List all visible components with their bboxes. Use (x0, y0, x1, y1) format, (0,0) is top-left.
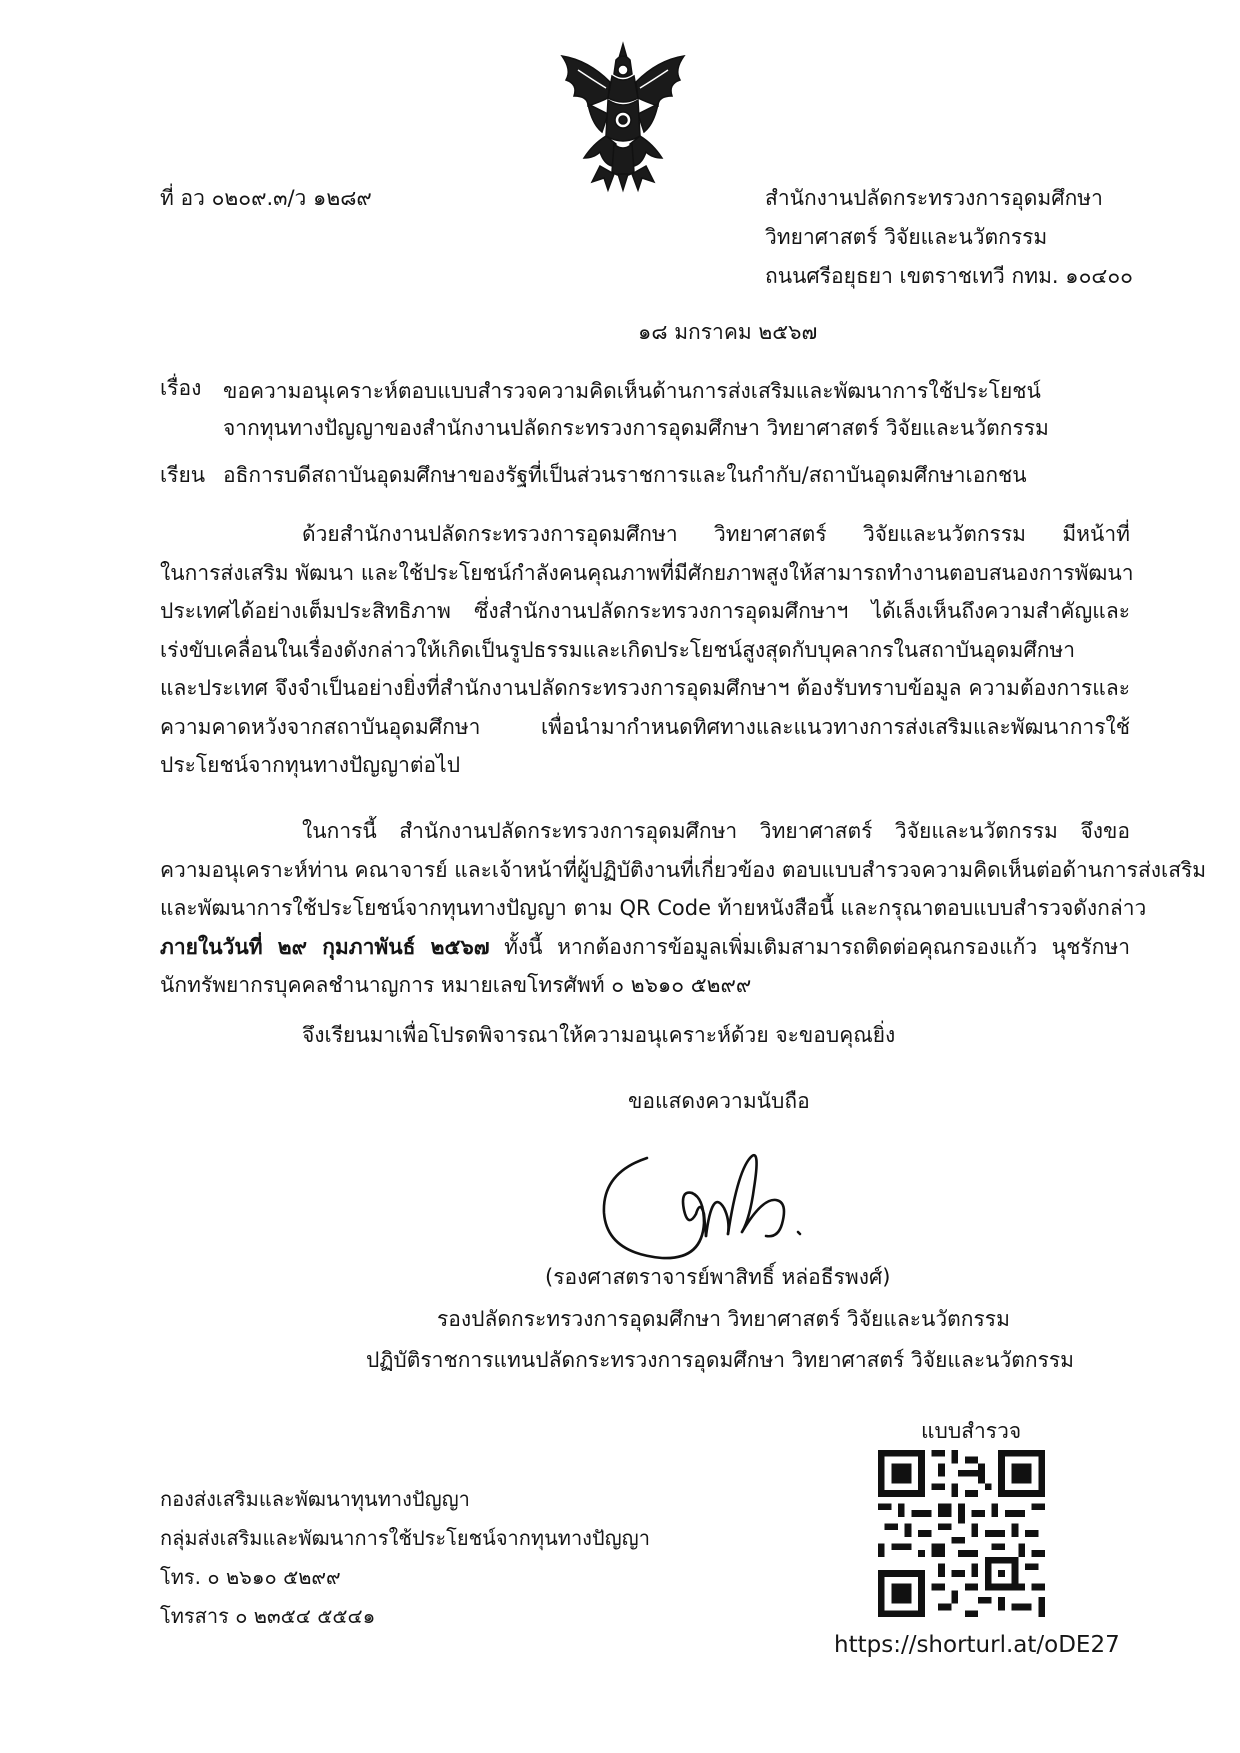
subject-line: ขอความอนุเคราะห์ตอบแบบสำรวจความคิดเห็นด้านการส่งเสริมและพัฒนาการใช้ประโยชน์ (223, 379, 1041, 403)
paragraph-line: ประเทศได้อย่างเต็มประสิทธิภาพ ซึ่งสำนักงานปลัดกระทรวงการอุดมศึกษาฯ ได้เล็งเห็นถึงความสำคัญและ (160, 599, 1130, 623)
sender-address-line: วิทยาศาสตร์ วิจัยและนวัตกรรม (765, 225, 1048, 249)
document-number: ที่ อว ๐๒๐๙.๓/ว ๑๒๘๙ (160, 186, 372, 210)
qr-title: แบบสำรวจ (921, 1419, 1022, 1443)
paragraph-line: ในการนี้ สำนักงานปลัดกระทรวงการอุดมศึกษา วิทยาศาสตร์ วิจัยและนวัตกรรม จึงขอ (302, 819, 1130, 843)
recipient-text: อธิการบดีสถาบันอุดมศึกษาของรัฐที่เป็นส่วนราชการและในกำกับ/สถาบันอุดมศึกษาเอกชน (223, 463, 1027, 487)
garuda-emblem-icon (548, 40, 698, 195)
closing-request: จึงเรียนมาเพื่อโปรดพิจารณาให้ความอนุเคราะห์ด้วย จะขอบคุณยิ่ง (302, 1023, 896, 1047)
paragraph-line: ประโยชน์จากทุนทางปัญญาต่อไป (160, 753, 461, 777)
paragraph-line: และประเทศ จึงจำเป็นอย่างยิ่งที่สำนักงานปลัดกระทรวงการอุดมศึกษาฯ ต้องรับทราบข้อมูล ความต้องการและ (160, 676, 1130, 700)
signature-icon (592, 1128, 862, 1268)
paragraph-line (160, 928, 1130, 967)
signatory-position: รองปลัดกระทรวงการอุดมศึกษา วิทยาศาสตร์ วิจัยและนวัตกรรม (437, 1307, 1010, 1331)
signatory-acting-position: ปฏิบัติราชการแทนปลัดกระทรวงการอุดมศึกษา วิทยาศาสตร์ วิจัยและนวัตกรรม (366, 1348, 1075, 1372)
footer-group: กลุ่มส่งเสริมและพัฒนาการใช้ประโยชน์จากทุนทางปัญญา (160, 1526, 650, 1550)
subject-label: เรื่อง (160, 376, 202, 400)
sender-address-line: สำนักงานปลัดกระทรวงการอุดมศึกษา (765, 186, 1103, 210)
subject-text (223, 373, 1049, 447)
salutation: ขอแสดงความนับถือ (628, 1089, 810, 1113)
body-paragraph-1 (160, 515, 1134, 785)
paragraph-line: ด้วยสำนักงานปลัดกระทรวงการอุดมศึกษา วิทยาศาสตร์ วิจัยและนวัตกรรม มีหน้าที่ (302, 522, 1130, 546)
qr-code-icon (878, 1450, 1045, 1617)
signatory-name: (รองศาสตราจารย์พาสิทธิ์ หล่อธีรพงศ์) (545, 1265, 891, 1289)
paragraph-line: เร่งขับเคลื่อนในเรื่องดังกล่าวให้เกิดเป็นรูปธรรมและเกิดประโยชน์สูงสุดกับบุคลากรในสถาบันอุดมศึกษา (160, 637, 1076, 662)
footer-fax: โทรสาร ๐ ๒๓๕๔ ๕๕๔๑ (160, 1604, 376, 1628)
letter-date: ๑๘ มกราคม ๒๕๖๗ (638, 320, 818, 344)
paragraph-line: ความคาดหวังจากสถาบันอุดมศึกษา เพื่อนำมากำหนดทิศทางและแนวทางการส่งเสริมและพัฒนาการใช้ (160, 714, 1130, 739)
footer-division: กองส่งเสริมและพัฒนาทุนทางปัญญา (160, 1487, 470, 1511)
contact-text: ทั้งนี้ หากต้องการข้อมูลเพิ่มเติมสามารถติดต่อคุณกรองแก้ว นุชรักษา (489, 934, 1130, 959)
paragraph-line: ในการส่งเสริม พัฒนา และใช้ประโยชน์กำลังคนคุณภาพที่มีศักยภาพสูงให้สามารถทำงานตอบสนองการพัฒนา (160, 560, 1134, 585)
deadline-text: ภายในวันที่ ๒๙ กุมภาพันธ์ ๒๕๖๗ (160, 934, 490, 959)
paragraph-line: และพัฒนาการใช้ประโยชน์จากทุนทางปัญญา ตาม QR Code ท้ายหนังสือนี้ และกรุณาตอบแบบสำรวจดังกล่าว (160, 896, 1147, 920)
qr-url[interactable]: https://shorturl.at/oDE27 (834, 1632, 1120, 1658)
sender-address-line: ถนนศรีอยุธยา เขตราชเทวี กทม. ๑๐๔๐๐ (765, 264, 1133, 288)
footer-office (160, 1480, 650, 1636)
paragraph-line: ความอนุเคราะห์ท่าน คณาจารย์ และเจ้าหน้าที่ผู้ปฏิบัติงานที่เกี่ยวข้อง ตอบแบบสำรวจความคิดเห็นต่อด้านการส่งเสริม (160, 857, 1207, 882)
body-paragraph-2 (160, 812, 1207, 1005)
sender-address (765, 179, 1133, 296)
subject-line: จากทุนทางปัญญาของสำนักงานปลัดกระทรวงการอุดมศึกษา วิทยาศาสตร์ วิจัยและนวัตกรรม (223, 416, 1049, 440)
paragraph-line: นักทรัพยากรบุคคลชำนาญการ หมายเลขโทรศัพท์ ๐ ๒๖๑๐ ๕๒๙๙ (160, 973, 752, 997)
recipient-label: เรียน (160, 463, 206, 487)
footer-phone: โทร. ๐ ๒๖๑๐ ๕๒๙๙ (160, 1565, 341, 1589)
